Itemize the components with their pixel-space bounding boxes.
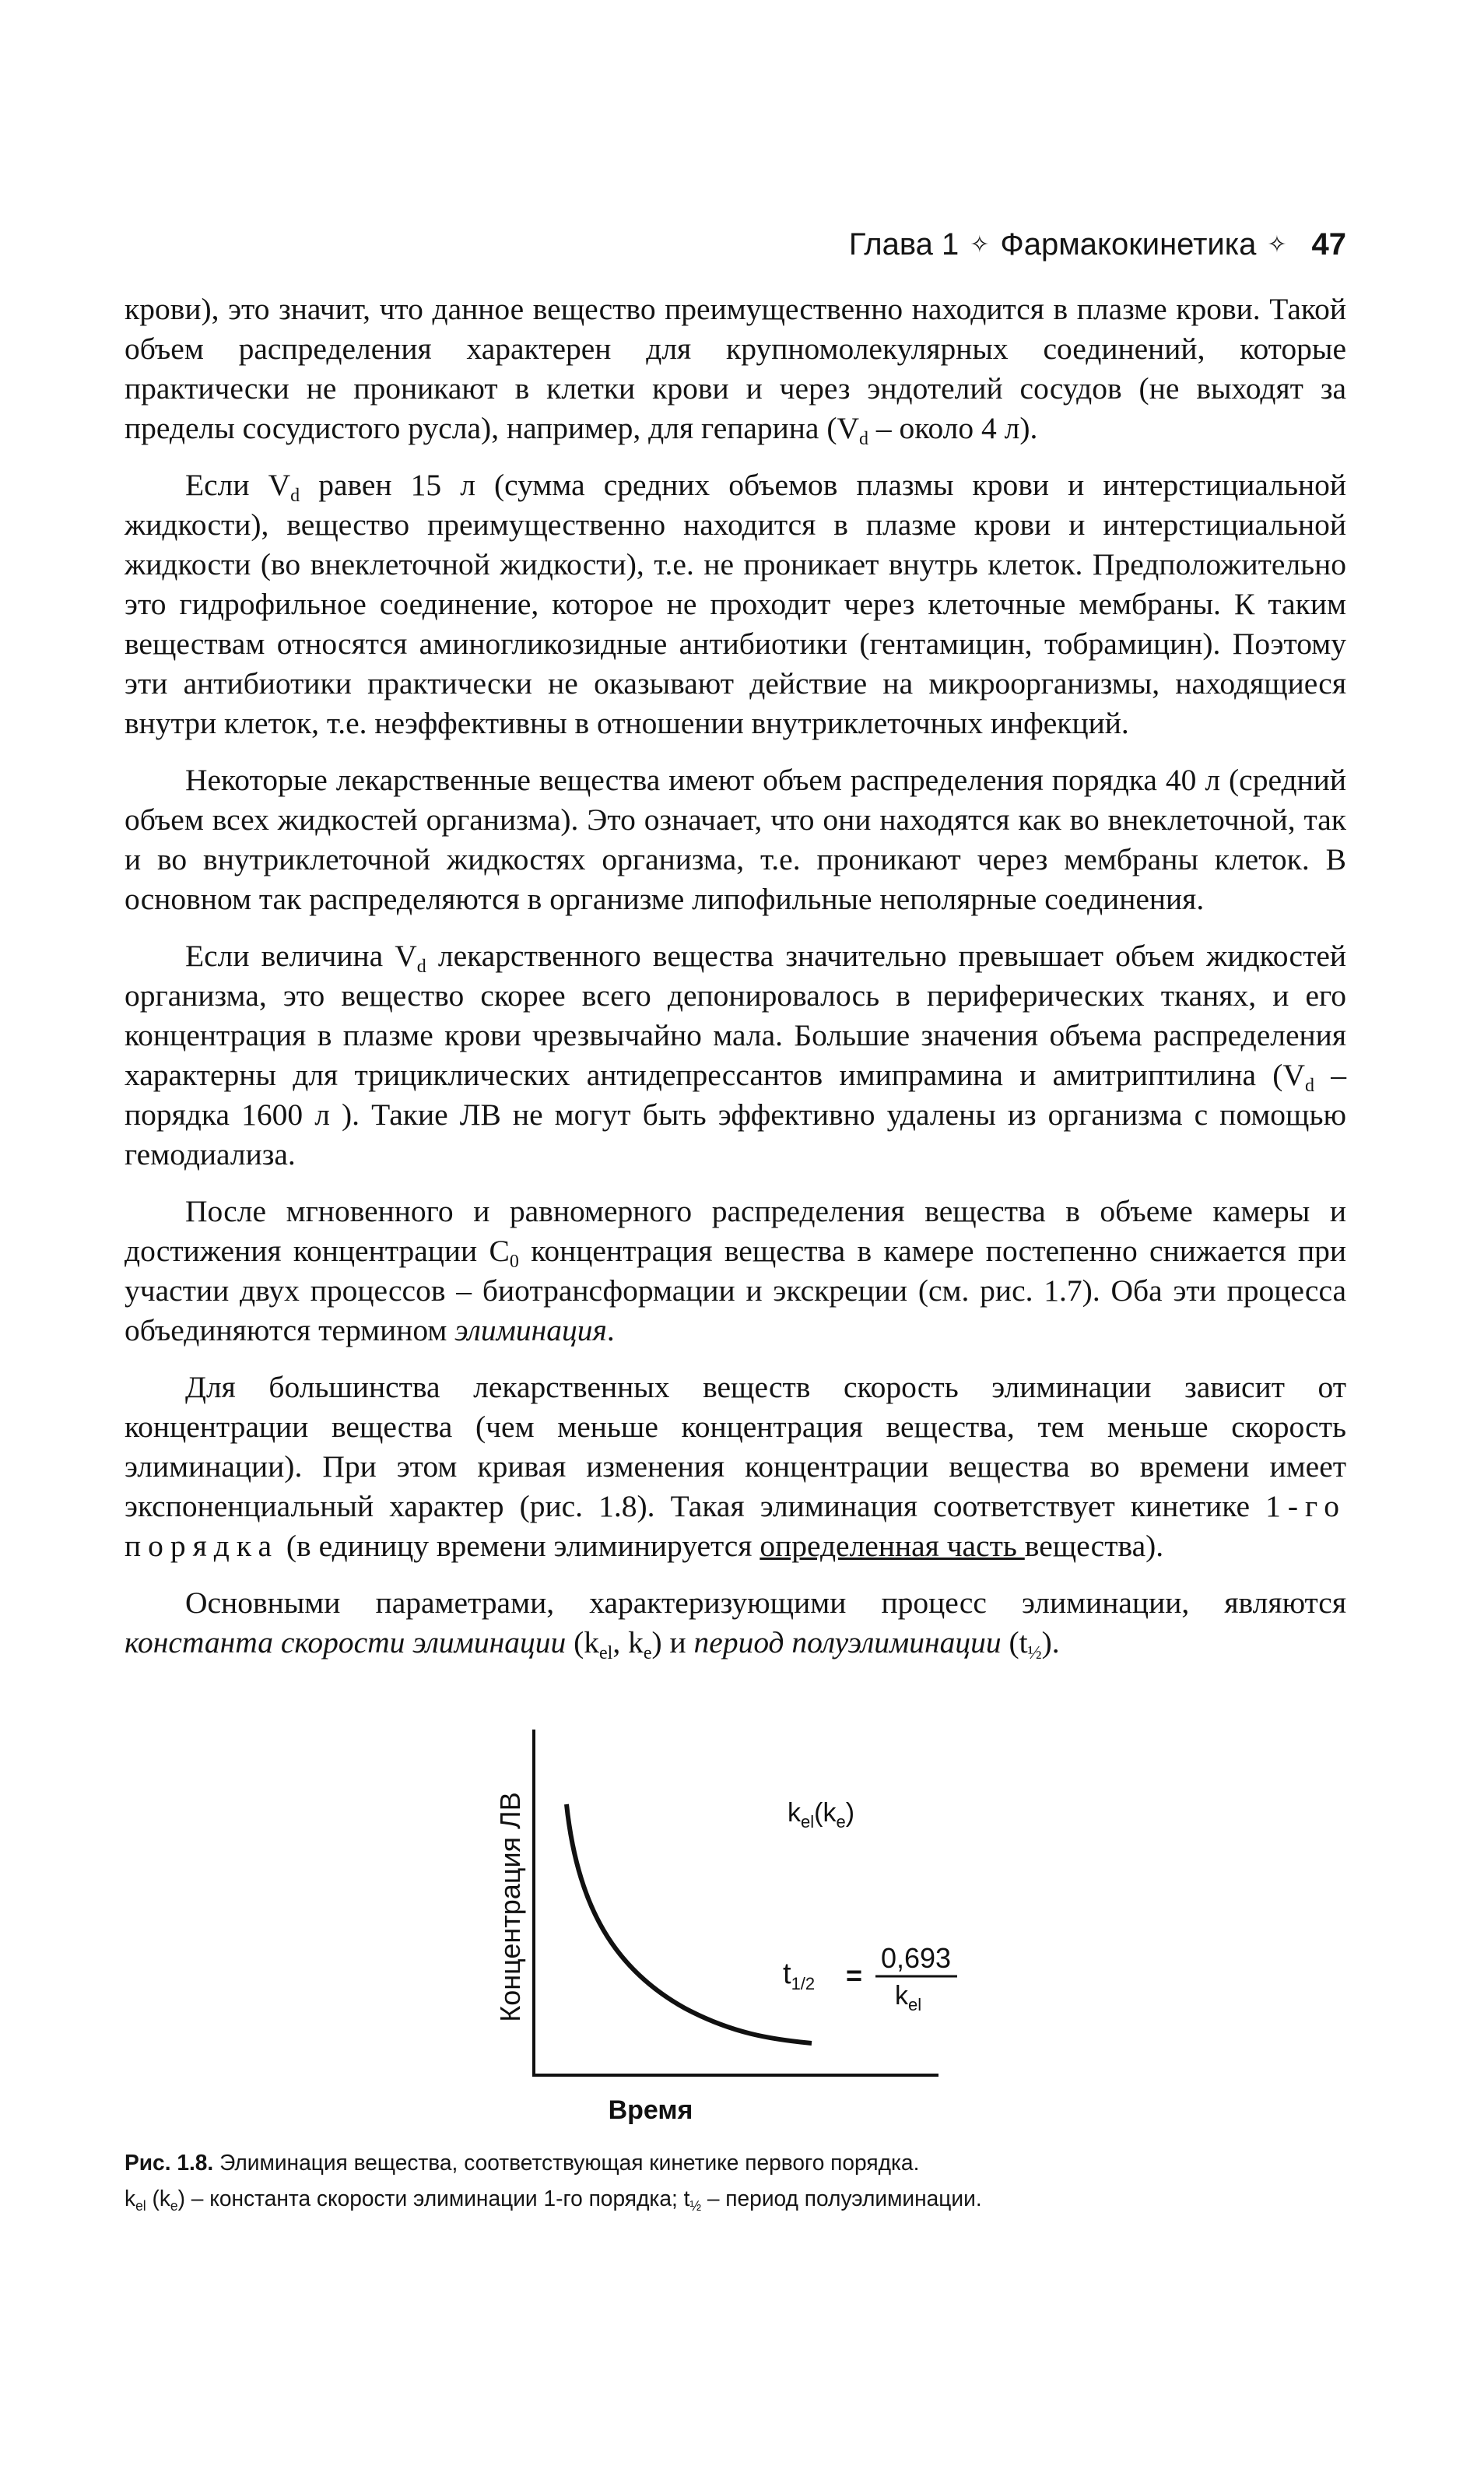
formula-numerator: 0,693: [880, 1942, 952, 1974]
elimination-curve: [567, 1804, 815, 2043]
caption-sub: el: [135, 2198, 146, 2214]
diamond-icon: ✧: [970, 232, 990, 258]
text-run: (k: [566, 1625, 600, 1659]
text-run: крови), это значит, что данное вещество преимущественно находится в плазме крови. Такой объем распределения характерен для крупномолекулярных соединений, которые практически не проникают в клетки крови и через эндотелий сосудов (не выходят за пределы сосудистого русла), например, для гепарина (V: [125, 292, 1346, 445]
formula-denominator: [895, 1981, 921, 2014]
half-subscript: 1/2: [791, 1974, 816, 1993]
text-run: (t: [1001, 1625, 1028, 1659]
caption-line1: Элиминация вещества, соответствующая кинетике первого порядка.: [213, 2151, 920, 2176]
text-run: вещества).: [1024, 1529, 1164, 1563]
subscript: d: [859, 429, 869, 449]
text-run: , k: [612, 1625, 644, 1659]
subscript: d: [290, 486, 300, 506]
rate-constant-label: [788, 1798, 854, 1832]
t-symbol: t: [783, 1958, 791, 1990]
caption-k: k: [125, 2186, 136, 2211]
text-run: .: [606, 1313, 615, 1347]
half-life-symbol: [783, 1958, 815, 1993]
subscript: d: [416, 957, 426, 977]
figure-caption: [125, 2145, 1332, 2217]
text-run: Для большинства лекарственных веществ скорость элиминации зависит от концентрации вещества (чем меньше концентрация вещества, тем меньше скорость элиминации). При этом кривая изменения концентрации вещества во времени имеет экспоненциальный характер (рис. 1.8). Такая элиминация соответствует кинетике: [125, 1370, 1346, 1523]
body-text: [125, 290, 1346, 1680]
text-run: – около 4 л).: [868, 411, 1038, 445]
paragraph: [125, 1583, 1346, 1663]
caption-text: – период полуэлиминации.: [701, 2186, 982, 2211]
text-run: концентрация вещества в камере постепенно снижается при участии двух процессов – биотрансформации и экскреции (см. рис. 1.7). Оба эти процесса объединяются термином: [125, 1234, 1347, 1347]
k-symbol: k: [895, 1981, 908, 2011]
text-run: Некоторые лекарственные вещества имеют объем распределения порядка 40 л (средний объем всех жидкостей организма). Это означает, что они находятся как во внеклеточной, так и во внутриклеточной жидкостях организма, т.е. проникают через мембраны клеток. В основном так распределяются в организме липофильные неполярные соединения.: [125, 763, 1346, 916]
subscript: 0: [509, 1252, 519, 1272]
close-paren: ): [845, 1798, 855, 1828]
paragraph: [125, 760, 1346, 919]
k-symbol: k: [788, 1798, 801, 1828]
text-run: Основными параметрами, характеризующими процесс элиминации, являются: [185, 1586, 1346, 1620]
x-axis-label: Время: [608, 2095, 693, 2125]
text-run: После мгновенного и равномерного распределения вещества в объеме камеры и достижения концентрации C: [125, 1194, 1346, 1268]
text-run: константа скорости элиминации: [125, 1625, 567, 1659]
paragraph: [125, 1368, 1346, 1566]
page-number: 47: [1311, 227, 1346, 262]
text-run: определенная часть: [760, 1529, 1025, 1563]
el-subscript: el: [801, 1812, 815, 1832]
text-run: период полуэлиминации: [693, 1625, 1002, 1659]
paragraph: [125, 290, 1346, 448]
text-run: лекарственного вещества значительно превышает объем жидкостей организма, это вещество скорее всего депонировалось в периферических тканях, и его концентрация в плазме крови чрезвычайно мала. Большие значения объема распределения характерны для трициклических антидепрессантов имипрамина и амитриптилина (V: [125, 939, 1346, 1092]
subscript: e: [643, 1643, 652, 1663]
text-run: Если V: [185, 468, 291, 502]
equals-sign: =: [846, 1959, 863, 1991]
open-k: (k: [814, 1798, 837, 1828]
subscript: d: [1304, 1076, 1314, 1096]
caption-text: (k: [146, 2186, 170, 2211]
text-run: (в единицу времени элиминируется: [279, 1529, 760, 1563]
e-subscript: e: [836, 1812, 846, 1832]
paragraph: [125, 465, 1346, 743]
text-run: Если величина V: [185, 939, 417, 973]
running-header: [125, 227, 1346, 262]
text-run: элиминация: [454, 1313, 607, 1347]
text-run: – порядка 1600 л ). Такие ЛВ не могут быть эффективно удалены из организма с помощью гемодиализа.: [125, 1058, 1346, 1171]
text-run: ).: [1041, 1625, 1060, 1659]
paragraph: [125, 936, 1346, 1175]
text-run: ) и: [651, 1625, 694, 1659]
subscript: ½: [1027, 1643, 1042, 1663]
caption-text: ) – константа скорости элиминации 1-го порядка; t: [177, 2186, 690, 2211]
paragraph: [125, 1192, 1346, 1350]
y-axis-label: Концентрация ЛВ: [494, 1792, 526, 2022]
section-title: Фармакокинетика: [1000, 227, 1257, 262]
diamond-icon: ✧: [1267, 232, 1287, 258]
subscript: el: [599, 1643, 613, 1663]
caption-sub: e: [170, 2198, 178, 2214]
chapter-label: Глава 1: [848, 227, 960, 262]
caption-sub: ½: [689, 2198, 702, 2214]
text-run: 1-го порядка: [125, 1489, 1346, 1563]
text-run: равен 15 л (сумма средних объемов плазмы крови и интерстициальной жидкости), вещество преимущественно находится в плазме крови и интерстициальной жидкости (во внеклеточной жидкости), т.е. не проникает внутрь клеток. Предположительно это гидрофильное соединение, которое не проходит через клеточные мембраны. К таким веществам относятся аминогликозидные антибиотики (гентамицин, тобрамицин). Поэтому эти антибиотики практически не оказывают действие на микроорганизмы, находящиеся внутри клеток, т.е. неэффективны в отношении внутриклеточных инфекций.: [125, 468, 1346, 740]
caption-label: Рис. 1.8.: [125, 2151, 214, 2176]
el-subscript: el: [908, 1995, 922, 2014]
